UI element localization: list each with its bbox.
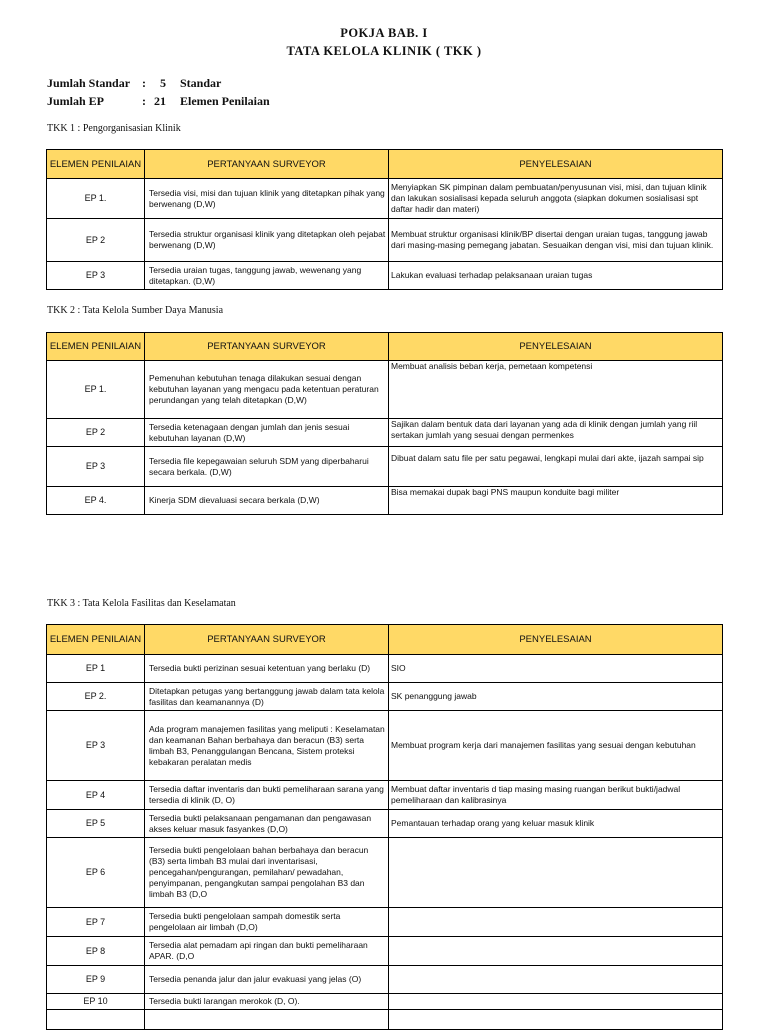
header-ep: ELEMEN PENILAIAN — [47, 333, 145, 361]
jumlah-standar-value: 5 — [160, 76, 166, 90]
table-row — [47, 655, 723, 683]
question-cell: Kinerja SDM dievaluasi secara berkala (D,W) — [145, 487, 389, 515]
header-answer: PENYELESAIAN — [389, 625, 723, 655]
table-row — [47, 908, 723, 937]
answer-cell — [389, 966, 723, 994]
question-cell: Tersedia bukti pelaksanaan pengamanan dan pengawasan akses keluar masuk fasyankes (D,O) — [145, 810, 389, 838]
table-header-row — [47, 150, 723, 179]
ep-cell: EP 10 — [47, 994, 145, 1010]
table-row — [47, 994, 723, 1010]
table-row — [47, 966, 723, 994]
table-tkk1 — [46, 149, 723, 290]
question-cell: Tersedia visi, misi dan tujuan klinik yang ditetapkan pihak yang berwenang (D,W) — [145, 179, 389, 219]
ep-cell: EP 4. — [47, 487, 145, 515]
ep-cell: EP 2 — [47, 419, 145, 447]
answer-cell: Sajikan dalam bentuk data dari layanan yang ada di klinik dengan jumlah yang riil sertakan jumlah yang sesuai dengan permenkes — [389, 419, 723, 447]
question-cell: Tersedia ketenagaan dengan jumlah dan jenis sesuai kebutuhan layanan (D,W) — [145, 419, 389, 447]
answer-cell-empty — [389, 1010, 723, 1030]
jumlah-ep-value: 21 — [154, 94, 166, 108]
question-cell: Tersedia bukti pengelolaan bahan berbahaya dan beracun (B3) serta limbah B3 mulai dari inventarisasi, pencegahan/pengurangan, pemilahan/ pewadahan, penyimpanan, pengangkutan sampai pengolahan B3 dan limbah B3 (D,O — [145, 838, 389, 908]
header-question: PERTANYAAN SURVEYOR — [145, 150, 389, 179]
question-cell: Tersedia bukti pengelolaan sampah domestik serta pengelolaan air limbah (D,O) — [145, 908, 389, 937]
jumlah-standar-sep: : — [142, 76, 146, 90]
answer-cell: Lakukan evaluasi terhadap pelaksanaan uraian tugas — [389, 262, 723, 290]
table-row — [47, 487, 723, 515]
question-cell: Tersedia file kepegawaian seluruh SDM yang diperbaharui secara berkala. (D,W) — [145, 447, 389, 487]
section-title-tkk3: TKK 3 : Tata Kelola Fasilitas dan Keselamatan — [47, 598, 236, 609]
table-tkk2 — [46, 332, 723, 515]
jumlah-standar-unit: Standar — [180, 76, 222, 90]
table-row-empty — [47, 1010, 723, 1030]
ep-cell: EP 7 — [47, 908, 145, 937]
page-title-line2: TATA KELOLA KLINIK ( TKK ) — [286, 44, 482, 58]
jumlah-ep-unit: Elemen Penilaian — [180, 94, 270, 108]
answer-cell: Menyiapkan SK pimpinan dalam pembuatan/penyusunan visi, misi, dan tujuan klinik dan lakukan sosialisasi kepada seluruh anggota (siapkan dokumen sosialisasi spt daftar hadir dan materi) — [389, 179, 723, 219]
answer-cell — [389, 994, 723, 1010]
ep-cell: EP 3 — [47, 262, 145, 290]
question-cell: Tersedia bukti larangan merokok (D, O). — [145, 994, 389, 1010]
question-cell: Tersedia uraian tugas, tanggung jawab, wewenang yang ditetapkan. (D,W) — [145, 262, 389, 290]
question-cell: Tersedia bukti perizinan sesuai ketentuan yang berlaku (D) — [145, 655, 389, 683]
header-ep: ELEMEN PENILAIAN — [47, 625, 145, 655]
page-title-line1: POKJA BAB. I — [340, 26, 428, 40]
header-ep: ELEMEN PENILAIAN — [47, 150, 145, 179]
header-answer: PENYELESAIAN — [389, 150, 723, 179]
jumlah-standar-label: Jumlah Standar — [47, 76, 131, 90]
answer-cell: Membuat analisis beban kerja, pemetaan kompetensi — [389, 361, 723, 419]
table-header-row — [47, 625, 723, 655]
table-row — [47, 262, 723, 290]
section-title-tkk2: TKK 2 : Tata Kelola Sumber Daya Manusia — [47, 305, 224, 316]
jumlah-ep-label: Jumlah EP — [47, 94, 105, 108]
table-tkk3 — [46, 624, 723, 1030]
question-cell: Tersedia daftar inventaris dan bukti pemeliharaan sarana yang tersedia di klinik (D, O) — [145, 781, 389, 810]
header-answer: PENYELESAIAN — [389, 333, 723, 361]
ep-cell: EP 4 — [47, 781, 145, 810]
ep-cell: EP 3 — [47, 447, 145, 487]
answer-cell: Membuat program kerja dari manajemen fasilitas yang sesuai dengan kebutuhan — [389, 711, 723, 781]
header-question: PERTANYAAN SURVEYOR — [145, 333, 389, 361]
table-row — [47, 838, 723, 908]
question-cell: Ditetapkan petugas yang bertanggung jawab dalam tata kelola fasilitas dan keamanannya (D) — [145, 683, 389, 711]
ep-cell: EP 3 — [47, 711, 145, 781]
ep-cell: EP 1 — [47, 655, 145, 683]
answer-cell: Pemantauan terhadap orang yang keluar masuk klinik — [389, 810, 723, 838]
table-row — [47, 810, 723, 838]
jumlah-ep-sep: : — [142, 94, 146, 108]
answer-cell — [389, 838, 723, 908]
answer-cell — [389, 937, 723, 966]
ep-cell: EP 1. — [47, 179, 145, 219]
header-question: PERTANYAAN SURVEYOR — [145, 625, 389, 655]
ep-cell: EP 2. — [47, 683, 145, 711]
answer-cell: Membuat struktur organisasi klinik/BP disertai dengan uraian tugas, tanggung jawab dari masing-masing pemegang jabatan. Sesuaikan dengan visi, misi dan tujuan klinik. — [389, 219, 723, 262]
ep-cell-empty — [47, 1010, 145, 1030]
answer-cell: SIO — [389, 655, 723, 683]
answer-cell: Membuat daftar inventaris d tiap masing masing ruangan berikut bukti/jadwal pemeliharaan dan kalibrasinya — [389, 781, 723, 810]
question-cell: Ada program manajemen fasilitas yang meliputi : Keselamatan dan keamanan Bahan berbahaya dan beracun (B3) serta limbah B3, Penanggulangan Bencana, Sistem proteksi kebakaran peralatan medis — [145, 711, 389, 781]
answer-cell: Bisa memakai dupak bagi PNS maupun konduite bagi militer — [389, 487, 723, 515]
ep-cell: EP 5 — [47, 810, 145, 838]
question-cell: Tersedia penanda jalur dan jalur evakuasi yang jelas (O) — [145, 966, 389, 994]
table-row — [47, 683, 723, 711]
ep-cell: EP 1. — [47, 361, 145, 419]
ep-cell: EP 9 — [47, 966, 145, 994]
table-row — [47, 937, 723, 966]
answer-cell: SK penanggung jawab — [389, 683, 723, 711]
question-cell: Pemenuhan kebutuhan tenaga dilakukan sesuai dengan kebutuhan layanan yang mengacu pada ketentuan peraturan perundangan yang telah ditetapkan (D,W) — [145, 361, 389, 419]
table-row — [47, 711, 723, 781]
table-header-row — [47, 333, 723, 361]
table-row — [47, 219, 723, 262]
question-cell-empty — [145, 1010, 389, 1030]
question-cell: Tersedia struktur organisasi klinik yang ditetapkan oleh pejabat berwenang (D,W) — [145, 219, 389, 262]
answer-cell: Dibuat dalam satu file per satu pegawai, lengkapi mulai dari akte, ijazah sampai sip — [389, 447, 723, 487]
table-row — [47, 361, 723, 419]
ep-cell: EP 2 — [47, 219, 145, 262]
question-cell: Tersedia alat pemadam api ringan dan bukti pemeliharaan APAR. (D,O — [145, 937, 389, 966]
table-row — [47, 179, 723, 219]
table-row — [47, 781, 723, 810]
answer-cell — [389, 908, 723, 937]
table-row — [47, 447, 723, 487]
ep-cell: EP 8 — [47, 937, 145, 966]
table-row — [47, 419, 723, 447]
ep-cell: EP 6 — [47, 838, 145, 908]
section-title-tkk1: TKK 1 : Pengorganisasian Klinik — [47, 123, 181, 134]
